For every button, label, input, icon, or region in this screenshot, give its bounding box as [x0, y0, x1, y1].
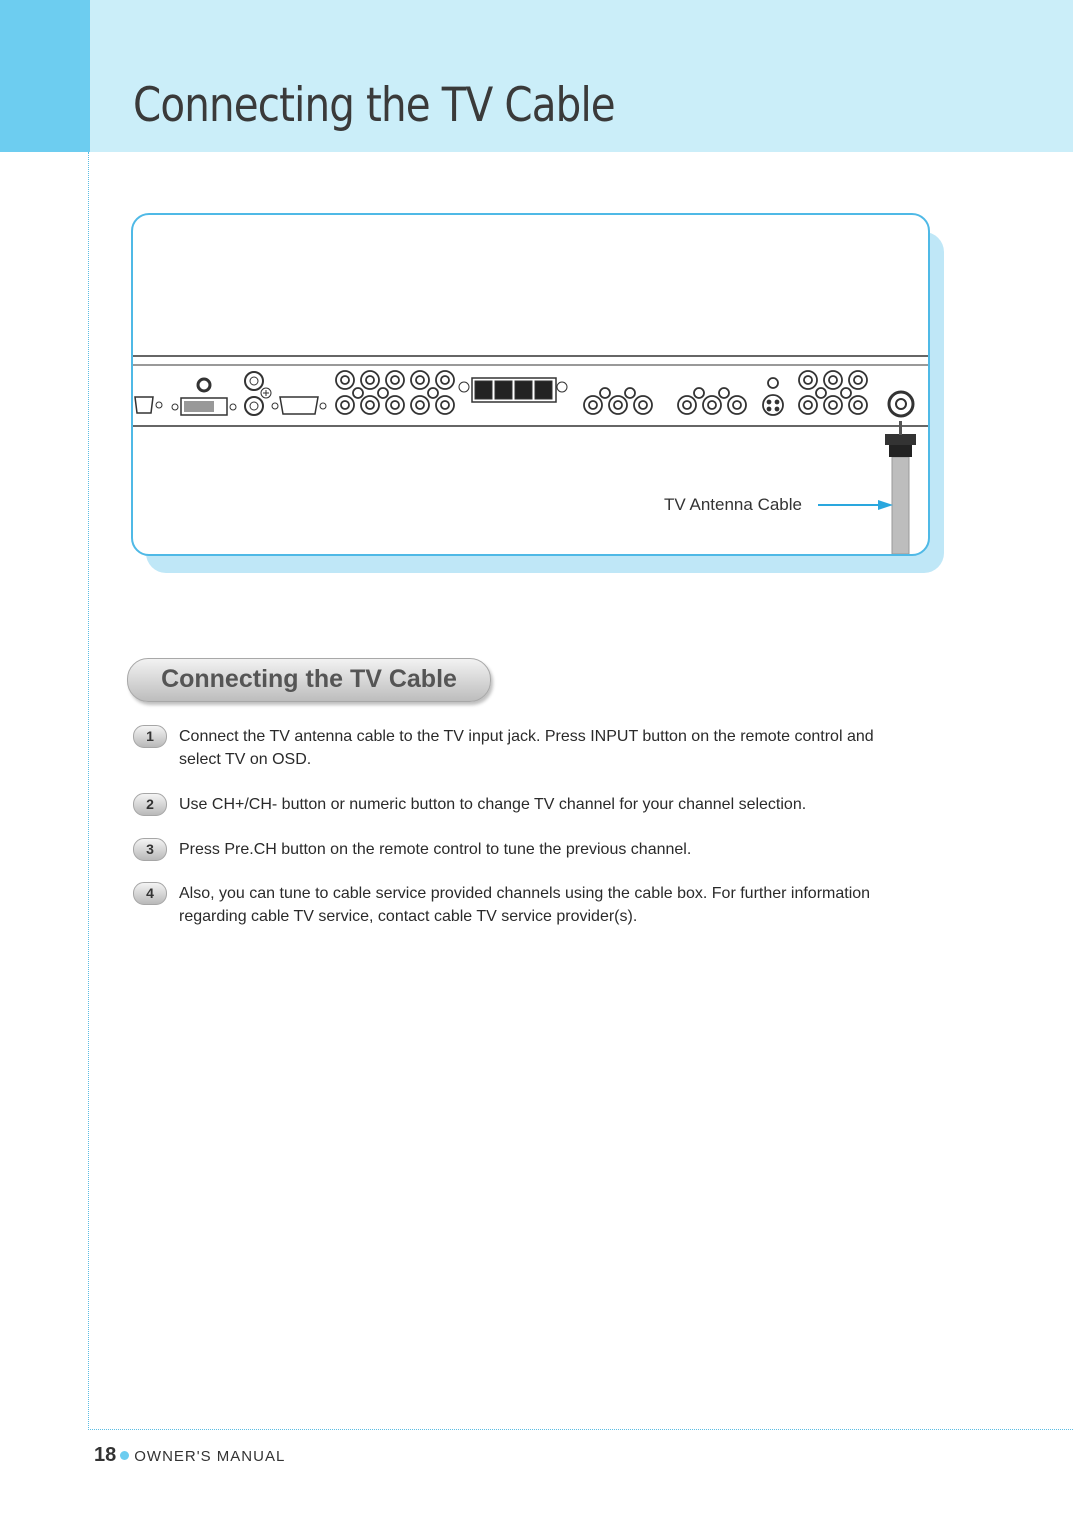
av-jacks-2 — [678, 388, 746, 414]
section-heading — [127, 658, 491, 702]
section-title: Connecting the TV Cable — [161, 665, 457, 693]
bullet-dot-icon — [120, 1451, 129, 1460]
monitor-out-jacks — [799, 371, 867, 414]
svideo-jack — [763, 378, 783, 415]
margin-guide — [88, 152, 89, 1430]
antenna-cable — [885, 421, 916, 554]
av-jacks-1 — [584, 388, 652, 414]
page-title: Connecting the TV Cable — [133, 78, 615, 133]
step-number-badge: 4 — [133, 882, 167, 905]
step-text: Connect the TV antenna cable to the TV input jack. Press INPUT button on the remote control and select TV on OSD. — [179, 728, 874, 768]
audio-jacks-left — [245, 372, 271, 415]
footer-label: OWNER'S MANUAL — [134, 1448, 286, 1465]
vga-port — [272, 397, 326, 414]
dvi-port — [172, 379, 236, 415]
page-footer — [94, 1444, 285, 1467]
serial-port — [135, 397, 162, 413]
footer-divider — [88, 1429, 1073, 1430]
tv-rear-panel-illustration — [133, 215, 928, 554]
step-number-badge: 1 — [133, 725, 167, 748]
step-text: Use CH+/CH- button or numeric button to change TV channel for your channel selection. — [179, 796, 807, 813]
component-jacks — [336, 371, 454, 414]
step-number-badge: 3 — [133, 838, 167, 861]
step-text: Press Pre.CH button on the remote control to tune the previous channel. — [179, 841, 692, 858]
page-number: 18 — [94, 1444, 117, 1466]
step-text: Also, you can tune to cable service provided channels using the cable box. For further information regarding cable TV service, contact cable TV service provider(s). — [179, 885, 871, 925]
speaker-terminals — [459, 378, 567, 402]
antenna-input-jack — [889, 392, 913, 416]
step-number-badge: 2 — [133, 793, 167, 816]
side-tab — [0, 0, 90, 152]
connection-figure — [131, 213, 930, 556]
label-arrow — [818, 500, 893, 510]
cable-label: TV Antenna Cable — [664, 495, 802, 514]
